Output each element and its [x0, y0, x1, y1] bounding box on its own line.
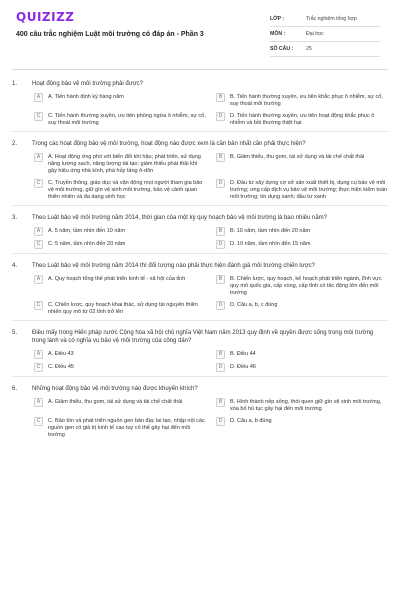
- option-badge: B: [216, 227, 225, 236]
- option-text: A. Điều 43: [48, 351, 74, 357]
- option-text: B. Điều 44: [230, 351, 256, 357]
- answer-option-c[interactable]: [34, 301, 206, 316]
- option-text: C. 5 năm, tầm nhìn đến 20 năm: [48, 241, 126, 247]
- option-text: B. Chiến lược, quy hoạch, kế hoạch phát triển ngành, lĩnh vực quy mô quốc gia, cấp vùng, cấp tỉnh có tác động lớn đến môi trường: [230, 276, 382, 296]
- divider: [12, 205, 388, 206]
- question-5: [12, 329, 388, 377]
- answer-option-c[interactable]: [34, 363, 206, 372]
- option-badge: C: [34, 301, 43, 310]
- answer-options: [12, 93, 388, 127]
- question-text: Điều mấy trong Hiến pháp nước Cộng hòa xã hội chủ nghĩa Việt Nam năm 2013 quy định về quyền được sống trong môi trường trong lành và có nghĩa vụ bảo vệ môi trường của công dân?: [32, 330, 374, 344]
- option-badge: D: [216, 363, 225, 372]
- question-number: 3.: [12, 215, 18, 221]
- option-text: C. Bảo tồn và phát triển nguồn gen bản địa; lai tạo, nhập nội các nguồn gen có giá trị kinh tế cao tuy có thể gây hại đến môi trường: [48, 418, 205, 438]
- answer-option-a[interactable]: [34, 275, 206, 297]
- answer-option-a[interactable]: [34, 93, 206, 108]
- question-text: Theo Luật bảo vệ môi trường năm 2014 thì đối tượng nào phải thực hiện đánh giá môi trường chiến lược?: [32, 263, 315, 269]
- answer-option-d[interactable]: [216, 363, 388, 372]
- option-badge: A: [34, 153, 43, 162]
- meta-row-class: [270, 12, 380, 27]
- option-text: D. Tiến hành thường xuyên, ưu tiên hoạt động khắc phục ô nhiễm và bồi thường thiệt hại: [230, 113, 375, 126]
- answer-option-c[interactable]: [34, 417, 206, 439]
- question-3: [12, 214, 388, 254]
- meta-row-count: [270, 42, 380, 57]
- answer-options: [12, 227, 388, 249]
- question-2: [12, 140, 388, 206]
- option-badge: C: [34, 179, 43, 188]
- answer-option-d[interactable]: [216, 301, 388, 316]
- option-badge: C: [34, 363, 43, 372]
- option-text: D. Đầu tư xây dựng cơ sở sản xuất thiết bị, dụng cụ bảo vệ môi trường; ưng cấp dịch vụ bảo vệ môi trường; thực hiện kiểm toán môi trường; tín dụng xanh; đầu tư xanh: [230, 180, 388, 200]
- meta-row-subject: [270, 27, 380, 42]
- option-text: B. Giảm thiểu, thu gom, tái sử dụng và tái chế chất thải: [230, 154, 365, 160]
- question-number: 1.: [12, 81, 18, 87]
- answer-options: [12, 350, 388, 372]
- question-1: [12, 80, 388, 132]
- meta-value: Đại học: [306, 31, 324, 37]
- option-text: A. Giảm thiểu, thu gom, tái sử dụng và tái chế chất thải: [48, 399, 183, 405]
- answer-option-d[interactable]: [216, 417, 388, 439]
- option-badge: A: [34, 93, 43, 102]
- option-badge: D: [216, 112, 225, 121]
- option-text: B. 10 năm, tầm nhìn đến 20 năm: [230, 228, 311, 234]
- answer-options: [12, 153, 388, 201]
- option-text: A. 5 năm, tầm nhìn đến 10 năm: [48, 228, 126, 234]
- option-badge: D: [216, 179, 225, 188]
- quizizz-logo: QUIZIZZ: [16, 10, 75, 24]
- answer-options: [12, 275, 388, 316]
- answer-option-d[interactable]: [216, 112, 388, 127]
- option-badge: B: [216, 275, 225, 284]
- option-text: B. Hình thành nếp sống, thói quen giữ gìn vệ sinh môi trường, xóa bỏ hủ tục gây hại đến môi trường: [230, 399, 382, 412]
- question-number: 5.: [12, 330, 18, 336]
- meta-panel: [270, 12, 380, 57]
- answer-options: [12, 398, 388, 439]
- option-badge: B: [216, 350, 225, 359]
- question-number: 6.: [12, 386, 18, 392]
- option-badge: D: [216, 240, 225, 249]
- answer-option-b[interactable]: [216, 398, 388, 413]
- option-text: D. Câu a, b đúng: [230, 418, 272, 424]
- option-text: C. Điều 45: [48, 364, 74, 370]
- divider: [12, 376, 388, 377]
- answer-option-b[interactable]: [216, 93, 388, 108]
- option-text: D. Điều 46: [230, 364, 256, 370]
- option-text: C. Tiến hành thường xuyên, ưu tiên phòng ngừa ô nhiễm, sự cố, suy thoái môi trường: [48, 113, 206, 126]
- answer-option-b[interactable]: [216, 275, 388, 297]
- meta-value: 25: [306, 46, 312, 52]
- answer-option-b[interactable]: [216, 153, 388, 175]
- option-badge: A: [34, 398, 43, 407]
- option-text: C. Truyền thông, giáo dục và vận động mọi người tham gia bảo vệ môi trường, giữ gìn vệ sinh môi trường, bảo vệ cảnh quan thiên nhiên và đa dạng sinh học: [48, 180, 203, 200]
- question-text: Theo Luật bảo vệ môi trường năm 2014, thời gian của một kỳ quy hoạch bảo vệ môi trường là bao nhiêu năm?: [32, 215, 328, 221]
- option-badge: A: [34, 275, 43, 284]
- question-6: [12, 385, 388, 439]
- question-number: 2.: [12, 141, 18, 147]
- option-text: A. Hoạt động ứng phó với biến đổi khí hậu; phát triển, sử dụng năng lượng sạch, năng lượng tái tạo; giảm thiểu phát thải khí gây hiệu ứng nhà kính, phá hủy tầng ô-dôn: [48, 154, 201, 174]
- option-badge: B: [216, 153, 225, 162]
- option-badge: C: [34, 112, 43, 121]
- divider: [12, 253, 388, 254]
- option-text: B. Tiến hành thường xuyên, ưu tiên khắc phục ô nhiễm, sự cố, suy thoái môi trường: [230, 94, 383, 107]
- worksheet-header: [12, 0, 388, 70]
- divider: [12, 131, 388, 132]
- option-badge: D: [216, 417, 225, 426]
- answer-option-a[interactable]: [34, 398, 206, 413]
- meta-label: LỚP :: [270, 16, 285, 22]
- option-badge: C: [34, 417, 43, 426]
- answer-option-d[interactable]: [216, 240, 388, 249]
- answer-option-c[interactable]: [34, 112, 206, 127]
- question-number: 4.: [12, 263, 18, 269]
- meta-label: MÔN :: [270, 31, 286, 37]
- question-4: [12, 262, 388, 321]
- option-badge: B: [216, 398, 225, 407]
- question-text: Những hoạt động bảo vệ môi trường nào được khuyến khích?: [32, 386, 198, 392]
- option-badge: D: [216, 301, 225, 310]
- meta-label: SỐ CÂU :: [270, 46, 294, 52]
- question-text: Trong các hoạt động bảo vệ môi trường, hoạt động nào được xem là căn bản nhất cần phải thực hiện?: [32, 141, 306, 147]
- option-text: D. 10 năm, tầm nhìn đến 15 năm: [230, 241, 311, 247]
- option-text: A. Quy hoạch tổng thể phát triển kinh tế - xã hội của tỉnh: [48, 276, 186, 282]
- answer-option-a[interactable]: [34, 153, 206, 175]
- divider: [12, 320, 388, 321]
- option-badge: C: [34, 240, 43, 249]
- option-badge: A: [34, 227, 43, 236]
- option-badge: A: [34, 350, 43, 359]
- answer-option-a[interactable]: [34, 350, 206, 359]
- answer-option-d[interactable]: [216, 179, 388, 201]
- answer-option-c[interactable]: [34, 240, 206, 249]
- answer-option-c[interactable]: [34, 179, 206, 201]
- answer-option-b[interactable]: [216, 227, 388, 236]
- answer-option-b[interactable]: [216, 350, 388, 359]
- option-badge: B: [216, 93, 225, 102]
- option-text: A. Tiến hành định kỳ hàng năm: [48, 94, 124, 100]
- question-text: Hoạt động bảo vệ môi trường phải được?: [32, 81, 143, 87]
- meta-value: Trắc nghiệm tổng hợp: [306, 16, 357, 22]
- option-text: C. Chiến lược, quy hoạch khai thác, sử dụng tài nguyên thiên nhiên quy mô từ 02 tỉnh trở lên: [48, 302, 198, 315]
- question-list: [12, 70, 388, 439]
- page-title: 400 câu trắc nghiệm Luật môi trường có đáp án - Phần 3: [16, 31, 204, 38]
- option-text: D. Câu a, b, c đúng: [230, 302, 278, 308]
- answer-option-a[interactable]: [34, 227, 206, 236]
